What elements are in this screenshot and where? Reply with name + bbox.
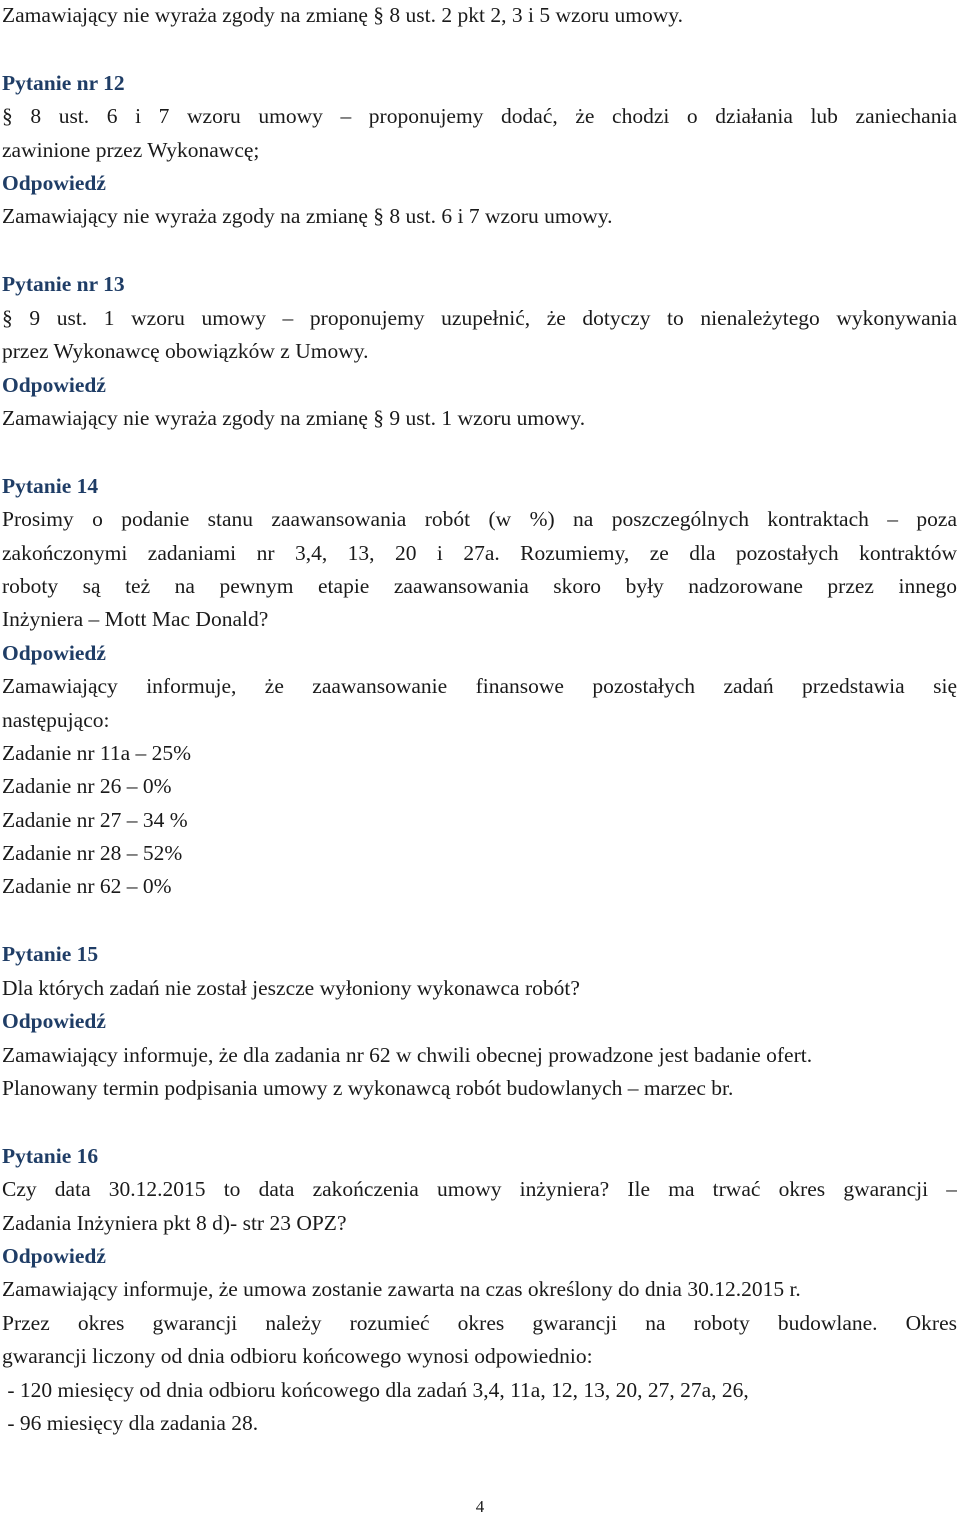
answer-text: Przez okres gwarancji należy rozumieć okres gwarancji na roboty budowlane. Okres	[2, 1310, 957, 1335]
question-heading-14: Pytanie 14	[2, 473, 99, 498]
answer-text: następująco:	[2, 707, 110, 732]
answer-text: gwarancji liczony od dnia odbioru końcowego wynosi odpowiednio:	[2, 1344, 593, 1369]
answer-heading: Odpowiedź	[2, 171, 106, 196]
answer-text: Zamawiający nie wyraża zgody na zmianę § 8 ust. 6 i 7 wzoru umowy.	[2, 204, 613, 229]
question-text: zawinione przez Wykonawcę;	[2, 137, 260, 162]
question-text: Zadania Inżyniera pkt 8 d)- str 23 OPZ?	[2, 1210, 347, 1235]
answer-heading: Odpowiedź	[2, 372, 106, 397]
warranty-list-item: - 120 miesięcy od dnia odbioru końcowego dla zadań 3,4, 11a, 12, 13, 20, 27, 27a, 26,	[2, 1377, 749, 1402]
answer-text: Zamawiający informuje, że zaawansowanie finansowe pozostałych zadań przedstawia się	[2, 674, 957, 699]
answer-text: Planowany termin podpisania umowy z wykonawcą robót budowlanych – marzec br.	[2, 1075, 734, 1100]
question-heading-13: Pytanie nr 13	[2, 272, 125, 297]
answer-text: Zamawiający informuje, że dla zadania nr 62 w chwili obecnej prowadzone jest badanie ofert.	[2, 1042, 813, 1067]
task-progress-item: Zadanie nr 62 – 0%	[2, 874, 172, 899]
question-text: zakończonymi zadaniami nr 3,4, 13, 20 i 27a. Rozumiemy, ze dla pozostałych kontraktów	[2, 540, 957, 565]
task-progress-item: Zadanie nr 26 – 0%	[2, 774, 172, 799]
question-text: roboty są też na pewnym etapie zaawansowania skoro były nadzorowane przez innego	[2, 573, 957, 598]
question-text: Dla których zadań nie został jeszcze wyłoniony wykonawca robót?	[2, 975, 580, 1000]
task-progress-item: Zadanie nr 27 – 34 %	[2, 807, 188, 832]
question-heading-15: Pytanie 15	[2, 942, 99, 967]
answer-heading: Odpowiedź	[2, 1244, 106, 1268]
answer-heading: Odpowiedź	[2, 640, 106, 665]
task-progress-item: Zadanie nr 11a – 25%	[2, 740, 192, 765]
question-text: § 9 ust. 1 wzoru umowy – proponujemy uzupełnić, że dotyczy to nienależytego wykonywania	[2, 305, 957, 330]
question-heading-12: Pytanie nr 12	[2, 70, 125, 95]
question-text: Czy data 30.12.2015 to data zakończenia umowy inżyniera? Ile ma trwać okres gwarancji –	[2, 1177, 957, 1202]
question-text: § 8 ust. 6 i 7 wzoru umowy – proponujemy dodać, że chodzi o działania lub zaniechania	[2, 104, 957, 129]
question-text: Inżyniera – Mott Mac Donald?	[2, 607, 269, 632]
warranty-list-item: - 96 miesięcy dla zadania 28.	[2, 1410, 259, 1435]
question-text: przez Wykonawcę obowiązków z Umowy.	[2, 339, 369, 364]
answer-text: Zamawiający nie wyraża zgody na zmianę § 9 ust. 1 wzoru umowy.	[2, 405, 586, 430]
task-progress-item: Zadanie nr 28 – 52%	[2, 841, 183, 866]
answer-text: Zamawiający nie wyraża zgody na zmianę § 8 ust. 2 pkt 2, 3 i 5 wzoru umowy.	[2, 3, 684, 27]
answer-heading: Odpowiedź	[2, 1009, 106, 1034]
question-heading-16: Pytanie 16	[2, 1143, 99, 1168]
answer-text: Zamawiający informuje, że umowa zostanie zawarta na czas określony do dnia 30.12.2015 r.	[2, 1277, 801, 1302]
question-text: Prosimy o podanie stanu zaawansowania robót (w %) na poszczególnych kontraktach – poza	[2, 507, 957, 532]
page-number: 4	[475, 1497, 485, 1516]
